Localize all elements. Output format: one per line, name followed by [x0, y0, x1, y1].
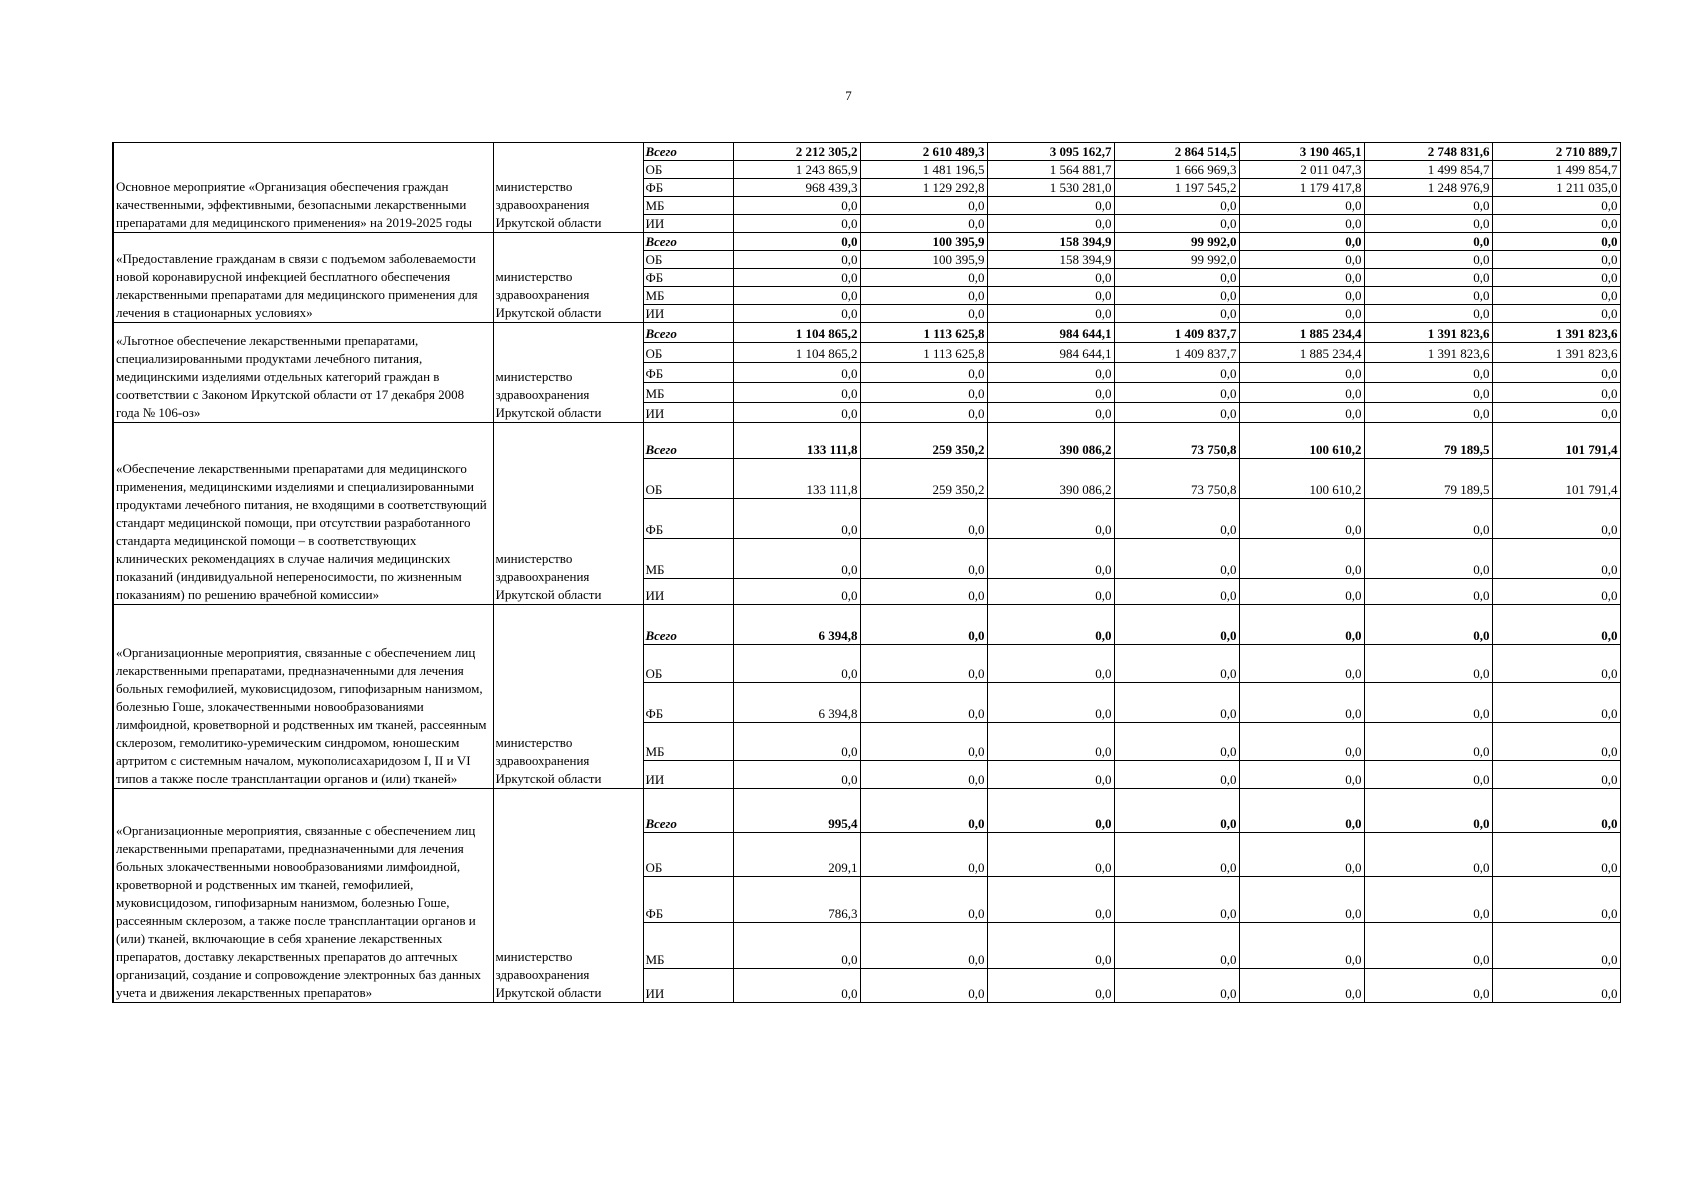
amount-cell: 133 111,8	[733, 423, 860, 459]
amount-cell: 0,0	[1364, 287, 1492, 305]
activity-description: «Организационные мероприятия, связанные с обеспечением лиц лекарственными препаратами, предназначенными для лечения больных гемофилией, муковисцидозом, гипофизарным нанизмом, болезнью Гоше, злокачественными новообразованиями лимфоидной, кроветворной и родственных им тканей, рассеянным склерозом, гемолитико-уремическим синдромом, юношеским артритом с системным началом, мукополисахаридозом I, II и VI типов а также после трансплантации органов и (или) тканей»	[113, 605, 493, 789]
amount-cell: 0,0	[733, 215, 860, 233]
amount-cell: 0,0	[987, 969, 1114, 1003]
amount-cell: 1 391 823,6	[1492, 323, 1620, 343]
amount-cell: 0,0	[733, 761, 860, 789]
amount-cell: 0,0	[733, 363, 860, 383]
amount-cell: 0,0	[860, 645, 987, 683]
amount-cell: 1 391 823,6	[1364, 343, 1492, 363]
amount-cell: 0,0	[987, 403, 1114, 423]
amount-cell: 0,0	[860, 761, 987, 789]
amount-cell: 0,0	[860, 969, 987, 1003]
amount-cell: 0,0	[1492, 499, 1620, 539]
amount-cell: 1 481 196,5	[860, 161, 987, 179]
funding-source: ОБ	[643, 251, 733, 269]
amount-cell: 0,0	[1114, 403, 1239, 423]
amount-cell: 100 395,9	[860, 251, 987, 269]
amount-cell: 0,0	[1492, 539, 1620, 579]
funding-source: ФБ	[643, 179, 733, 197]
amount-cell: 0,0	[860, 363, 987, 383]
amount-cell: 1 391 823,6	[1492, 343, 1620, 363]
amount-cell: 133 111,8	[733, 459, 860, 499]
amount-cell: 0,0	[1492, 287, 1620, 305]
amount-cell: 0,0	[1364, 499, 1492, 539]
amount-cell: 968 439,3	[733, 179, 860, 197]
amount-cell: 0,0	[987, 645, 1114, 683]
amount-cell: 0,0	[1114, 723, 1239, 761]
table-row	[113, 143, 1620, 161]
funding-source: ФБ	[643, 269, 733, 287]
amount-cell: 0,0	[1114, 761, 1239, 789]
amount-cell: 0,0	[1364, 833, 1492, 877]
amount-cell: 0,0	[1364, 383, 1492, 403]
amount-cell: 0,0	[987, 683, 1114, 723]
amount-cell: 0,0	[1239, 683, 1364, 723]
amount-cell: 0,0	[860, 499, 987, 539]
amount-cell: 786,3	[733, 877, 860, 923]
activity-description: «Обеспечение лекарственными препаратами для медицинского применения, медицинскими изделиями и специализированными продуктами лечебного питания, не входящими в соответствующий стандарт медицинской помощи, при отсутствии разработанного стандарта медицинской помощи – в соответствующих клинических рекомендациях в случае наличия медицинских показаний (индивидуальной непереносимости, по жизненным показаниям) по решению врачебной комиссии»	[113, 423, 493, 605]
amount-cell: 1 666 969,3	[1114, 161, 1239, 179]
responsible-executor: министерство здравоохранения Иркутской области	[493, 143, 643, 233]
amount-cell: 1 243 865,9	[733, 161, 860, 179]
amount-cell: 0,0	[1239, 969, 1364, 1003]
amount-cell: 0,0	[1492, 605, 1620, 645]
amount-cell: 1 885 234,4	[1239, 343, 1364, 363]
amount-cell: 1 499 854,7	[1364, 161, 1492, 179]
amount-cell: 0,0	[733, 197, 860, 215]
amount-cell: 1 129 292,8	[860, 179, 987, 197]
amount-cell: 0,0	[1364, 233, 1492, 251]
amount-cell: 0,0	[1492, 363, 1620, 383]
funding-source: МБ	[643, 539, 733, 579]
amount-cell: 158 394,9	[987, 233, 1114, 251]
amount-cell: 0,0	[1114, 923, 1239, 969]
funding-source: Всего	[643, 423, 733, 459]
amount-cell: 0,0	[1492, 269, 1620, 287]
amount-cell: 0,0	[733, 305, 860, 323]
amount-cell: 0,0	[1492, 233, 1620, 251]
amount-cell: 0,0	[1364, 683, 1492, 723]
amount-cell: 2 610 489,3	[860, 143, 987, 161]
amount-cell: 0,0	[860, 215, 987, 233]
page-number: 7	[845, 88, 852, 103]
amount-cell: 158 394,9	[987, 251, 1114, 269]
amount-cell: 0,0	[987, 877, 1114, 923]
amount-cell: 0,0	[733, 499, 860, 539]
amount-cell: 0,0	[733, 383, 860, 403]
amount-cell: 0,0	[1364, 877, 1492, 923]
amount-cell: 0,0	[1364, 215, 1492, 233]
amount-cell: 1 499 854,7	[1492, 161, 1620, 179]
funding-source: ИИ	[643, 215, 733, 233]
amount-cell: 101 791,4	[1492, 423, 1620, 459]
amount-cell: 0,0	[1239, 215, 1364, 233]
amount-cell: 0,0	[987, 539, 1114, 579]
amount-cell: 0,0	[1239, 233, 1364, 251]
amount-cell: 0,0	[1364, 197, 1492, 215]
amount-cell: 0,0	[860, 579, 987, 605]
amount-cell: 1 197 545,2	[1114, 179, 1239, 197]
funding-source: Всего	[643, 605, 733, 645]
amount-cell: 209,1	[733, 833, 860, 877]
activity-description: «Организационные мероприятия, связанные с обеспечением лиц лекарственными препаратами, предназначенными для лечения больных злокачественными новообразованиями лимфоидной, кроветворной и родственных им тканей, гемофилией, муковисцидозом, гипофизарным нанизмом, болезнью Гоше, рассеянным склерозом, а также после трансплантации органов и (или) тканей, включающие в себя хранение лекарственных препаратов, доставку лекарственных препаратов до аптечных организаций, создание и сопровождение электронных баз данных учета и движения лекарственных препаратов»	[113, 789, 493, 1003]
amount-cell: 0,0	[860, 539, 987, 579]
amount-cell: 0,0	[1239, 363, 1364, 383]
amount-cell: 1 409 837,7	[1114, 343, 1239, 363]
amount-cell: 2 710 889,7	[1492, 143, 1620, 161]
amount-cell: 0,0	[860, 789, 987, 833]
amount-cell: 0,0	[860, 269, 987, 287]
funding-source: ФБ	[643, 877, 733, 923]
amount-cell: 0,0	[1364, 645, 1492, 683]
amount-cell: 0,0	[1492, 969, 1620, 1003]
amount-cell: 2 748 831,6	[1364, 143, 1492, 161]
amount-cell: 100 610,2	[1239, 459, 1364, 499]
amount-cell: 0,0	[987, 269, 1114, 287]
funding-source: ОБ	[643, 833, 733, 877]
amount-cell: 0,0	[1364, 923, 1492, 969]
amount-cell: 0,0	[1114, 683, 1239, 723]
amount-cell: 0,0	[1364, 363, 1492, 383]
amount-cell: 0,0	[1492, 197, 1620, 215]
funding-source: Всего	[643, 233, 733, 251]
amount-cell: 1 391 823,6	[1364, 323, 1492, 343]
amount-cell: 1 113 625,8	[860, 343, 987, 363]
amount-cell: 101 791,4	[1492, 459, 1620, 499]
amount-cell: 0,0	[1492, 251, 1620, 269]
amount-cell: 0,0	[1114, 833, 1239, 877]
amount-cell: 0,0	[1114, 789, 1239, 833]
amount-cell: 390 086,2	[987, 459, 1114, 499]
funding-source: ОБ	[643, 161, 733, 179]
funding-source: ФБ	[643, 499, 733, 539]
amount-cell: 3 095 162,7	[987, 143, 1114, 161]
funding-source: ИИ	[643, 969, 733, 1003]
amount-cell: 1 409 837,7	[1114, 323, 1239, 343]
amount-cell: 0,0	[1364, 579, 1492, 605]
amount-cell: 0,0	[1364, 605, 1492, 645]
amount-cell: 0,0	[1114, 499, 1239, 539]
amount-cell: 1 885 234,4	[1239, 323, 1364, 343]
amount-cell: 0,0	[1364, 539, 1492, 579]
amount-cell: 0,0	[1239, 877, 1364, 923]
amount-cell: 0,0	[1239, 197, 1364, 215]
amount-cell: 0,0	[1114, 215, 1239, 233]
amount-cell: 0,0	[1492, 923, 1620, 969]
amount-cell: 0,0	[1114, 363, 1239, 383]
table-row	[113, 423, 1620, 459]
amount-cell: 0,0	[987, 833, 1114, 877]
amount-cell: 79 189,5	[1364, 423, 1492, 459]
amount-cell: 0,0	[1492, 833, 1620, 877]
amount-cell: 0,0	[1114, 877, 1239, 923]
amount-cell: 6 394,8	[733, 605, 860, 645]
table-row	[113, 605, 1620, 645]
funding-source: МБ	[643, 287, 733, 305]
amount-cell: 73 750,8	[1114, 423, 1239, 459]
amount-cell: 0,0	[733, 645, 860, 683]
amount-cell: 1 179 417,8	[1239, 179, 1364, 197]
amount-cell: 0,0	[1364, 761, 1492, 789]
amount-cell: 0,0	[860, 403, 987, 423]
amount-cell: 0,0	[860, 923, 987, 969]
amount-cell: 0,0	[860, 197, 987, 215]
amount-cell: 0,0	[1239, 539, 1364, 579]
amount-cell: 0,0	[860, 287, 987, 305]
amount-cell: 0,0	[1114, 579, 1239, 605]
amount-cell: 0,0	[987, 499, 1114, 539]
funding-source: МБ	[643, 723, 733, 761]
amount-cell: 1 104 865,2	[733, 323, 860, 343]
amount-cell: 0,0	[860, 833, 987, 877]
funding-source: ИИ	[643, 761, 733, 789]
amount-cell: 0,0	[1114, 539, 1239, 579]
amount-cell: 0,0	[860, 683, 987, 723]
amount-cell: 0,0	[1239, 383, 1364, 403]
amount-cell: 0,0	[1239, 287, 1364, 305]
amount-cell: 3 190 465,1	[1239, 143, 1364, 161]
amount-cell: 0,0	[987, 579, 1114, 605]
amount-cell: 0,0	[1492, 579, 1620, 605]
amount-cell: 0,0	[1114, 269, 1239, 287]
funding-source: ИИ	[643, 403, 733, 423]
amount-cell: 0,0	[987, 287, 1114, 305]
amount-cell: 1 104 865,2	[733, 343, 860, 363]
amount-cell: 0,0	[987, 923, 1114, 969]
amount-cell: 0,0	[1239, 305, 1364, 323]
amount-cell: 100 610,2	[1239, 423, 1364, 459]
amount-cell: 0,0	[1239, 605, 1364, 645]
funding-source: ФБ	[643, 683, 733, 723]
amount-cell: 0,0	[733, 539, 860, 579]
funding-source: ИИ	[643, 305, 733, 323]
amount-cell: 99 992,0	[1114, 233, 1239, 251]
amount-cell: 100 395,9	[860, 233, 987, 251]
amount-cell: 0,0	[1239, 499, 1364, 539]
budget-table	[112, 142, 1621, 1003]
amount-cell: 1 530 281,0	[987, 179, 1114, 197]
responsible-executor: министерство здравоохранения Иркутской области	[493, 789, 643, 1003]
amount-cell: 390 086,2	[987, 423, 1114, 459]
amount-cell: 0,0	[860, 723, 987, 761]
amount-cell: 2 864 514,5	[1114, 143, 1239, 161]
amount-cell: 0,0	[1239, 723, 1364, 761]
amount-cell: 0,0	[733, 723, 860, 761]
amount-cell: 1 564 881,7	[987, 161, 1114, 179]
amount-cell: 0,0	[987, 605, 1114, 645]
funding-source: МБ	[643, 383, 733, 403]
amount-cell: 0,0	[1492, 683, 1620, 723]
amount-cell: 0,0	[1114, 197, 1239, 215]
amount-cell: 0,0	[1492, 723, 1620, 761]
amount-cell: 0,0	[860, 605, 987, 645]
amount-cell: 0,0	[1239, 269, 1364, 287]
amount-cell: 0,0	[1492, 215, 1620, 233]
amount-cell: 0,0	[1364, 969, 1492, 1003]
responsible-executor: министерство здравоохранения Иркутской области	[493, 323, 643, 423]
amount-cell: 0,0	[1114, 605, 1239, 645]
amount-cell: 0,0	[733, 403, 860, 423]
amount-cell: 0,0	[1492, 645, 1620, 683]
amount-cell: 0,0	[1239, 251, 1364, 269]
amount-cell: 0,0	[1492, 305, 1620, 323]
funding-source: Всего	[643, 143, 733, 161]
amount-cell: 0,0	[1114, 287, 1239, 305]
amount-cell: 995,4	[733, 789, 860, 833]
activity-description: «Предоставление гражданам в связи с подъемом заболеваемости новой коронавирусной инфекцией бесплатного обеспечения лекарственными препаратами для медицинского применения для лечения в стационарных условиях»	[113, 233, 493, 323]
amount-cell: 0,0	[733, 251, 860, 269]
amount-cell: 0,0	[1239, 923, 1364, 969]
amount-cell: 0,0	[1239, 789, 1364, 833]
amount-cell: 0,0	[1239, 833, 1364, 877]
amount-cell: 1 248 976,9	[1364, 179, 1492, 197]
funding-source: Всего	[643, 323, 733, 343]
amount-cell: 1 113 625,8	[860, 323, 987, 343]
amount-cell: 0,0	[987, 305, 1114, 323]
amount-cell: 0,0	[1364, 305, 1492, 323]
amount-cell: 0,0	[860, 305, 987, 323]
amount-cell: 0,0	[860, 877, 987, 923]
activity-description: Основное мероприятие «Организация обеспечения граждан качественными, эффективными, безопасными лекарственными препаратами для медицинского применения» на 2019-2025 годы	[113, 143, 493, 233]
table-row	[113, 233, 1620, 251]
amount-cell: 0,0	[1364, 251, 1492, 269]
amount-cell: 259 350,2	[860, 459, 987, 499]
table-row	[113, 789, 1620, 833]
amount-cell: 73 750,8	[1114, 459, 1239, 499]
amount-cell: 0,0	[1364, 723, 1492, 761]
amount-cell: 0,0	[860, 383, 987, 403]
amount-cell: 0,0	[733, 269, 860, 287]
funding-source: ИИ	[643, 579, 733, 605]
amount-cell: 0,0	[1492, 789, 1620, 833]
amount-cell: 984 644,1	[987, 323, 1114, 343]
amount-cell: 0,0	[987, 789, 1114, 833]
funding-source: ОБ	[643, 645, 733, 683]
amount-cell: 0,0	[733, 923, 860, 969]
amount-cell: 0,0	[987, 761, 1114, 789]
amount-cell: 0,0	[1114, 969, 1239, 1003]
funding-source: ОБ	[643, 459, 733, 499]
amount-cell: 259 350,2	[860, 423, 987, 459]
amount-cell: 0,0	[733, 969, 860, 1003]
amount-cell: 99 992,0	[1114, 251, 1239, 269]
amount-cell: 0,0	[1239, 403, 1364, 423]
amount-cell: 0,0	[1364, 403, 1492, 423]
responsible-executor: министерство здравоохранения Иркутской области	[493, 423, 643, 605]
amount-cell: 0,0	[1364, 789, 1492, 833]
funding-source: Всего	[643, 789, 733, 833]
amount-cell: 0,0	[1492, 761, 1620, 789]
amount-cell: 0,0	[987, 723, 1114, 761]
amount-cell: 0,0	[1114, 645, 1239, 683]
amount-cell: 984 644,1	[987, 343, 1114, 363]
amount-cell: 1 211 035,0	[1492, 179, 1620, 197]
amount-cell: 0,0	[1492, 383, 1620, 403]
funding-source: ОБ	[643, 343, 733, 363]
amount-cell: 0,0	[1114, 305, 1239, 323]
responsible-executor: министерство здравоохранения Иркутской области	[493, 233, 643, 323]
funding-source: ФБ	[643, 363, 733, 383]
amount-cell: 0,0	[733, 287, 860, 305]
amount-cell: 0,0	[733, 233, 860, 251]
amount-cell: 0,0	[987, 197, 1114, 215]
amount-cell: 79 189,5	[1364, 459, 1492, 499]
amount-cell: 0,0	[1114, 383, 1239, 403]
amount-cell: 0,0	[987, 215, 1114, 233]
amount-cell: 6 394,8	[733, 683, 860, 723]
amount-cell: 0,0	[1239, 645, 1364, 683]
amount-cell: 0,0	[1239, 761, 1364, 789]
amount-cell: 2 011 047,3	[1239, 161, 1364, 179]
table-row	[113, 323, 1620, 343]
amount-cell: 0,0	[1364, 269, 1492, 287]
activity-description: «Льготное обеспечение лекарственными препаратами, специализированными продуктами лечебного питания, медицинскими изделиями отдельных категорий граждан в соответствии с Законом Иркутской области от 17 декабря 2008 года № 106-оз»	[113, 323, 493, 423]
amount-cell: 0,0	[1492, 877, 1620, 923]
funding-source: МБ	[643, 197, 733, 215]
amount-cell: 0,0	[1239, 579, 1364, 605]
amount-cell: 0,0	[987, 363, 1114, 383]
responsible-executor: министерство здравоохранения Иркутской области	[493, 605, 643, 789]
funding-source: МБ	[643, 923, 733, 969]
amount-cell: 0,0	[1492, 403, 1620, 423]
amount-cell: 2 212 305,2	[733, 143, 860, 161]
amount-cell: 0,0	[987, 383, 1114, 403]
amount-cell: 0,0	[733, 579, 860, 605]
